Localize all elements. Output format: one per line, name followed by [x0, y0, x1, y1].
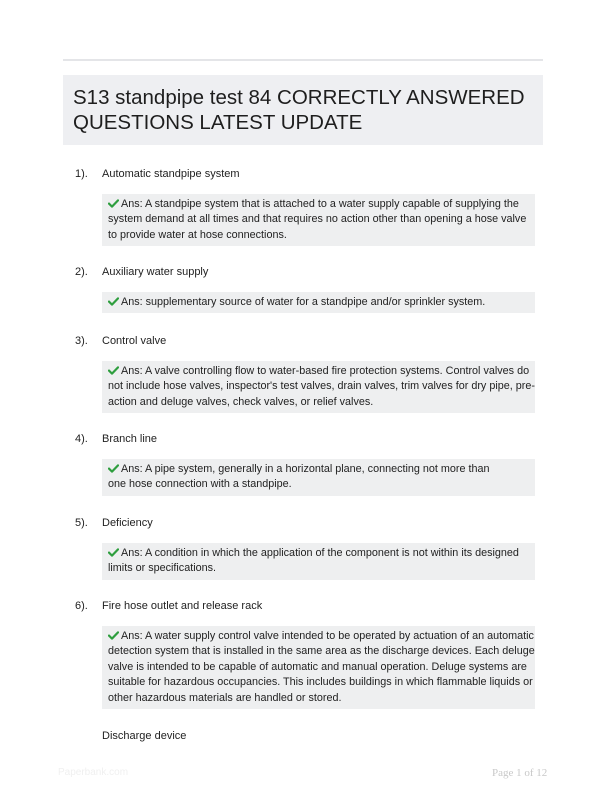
- question-term: Control valve: [102, 335, 167, 347]
- check-icon: [108, 548, 119, 557]
- answer-line: Ans: A standpipe system that is attached to a water supply capable of supplying the: [121, 198, 519, 210]
- answer-line: suitable for hazardous occupancies. This includes buildings in which flammable liquids or: [108, 676, 533, 689]
- page-title: [73, 85, 533, 135]
- question-term: Auxiliary water supply: [102, 266, 209, 278]
- question-term: Branch line: [102, 433, 158, 445]
- answer-box: [102, 543, 535, 580]
- answer-line: Ans: supplementary source of water for a standpipe and/or sprinkler system.: [121, 296, 486, 308]
- answer-line: not include hose valves, inspector's test valves, drain valves, trim valves for dry pipe, pre-: [108, 380, 535, 393]
- answer-line: Ans: A condition in which the application of the component is not within its designed: [121, 547, 519, 559]
- question-term: Fire hose outlet and release rack: [102, 600, 263, 612]
- question-number: 6).: [75, 600, 88, 612]
- title-line-1: S13 standpipe test 84 CORRECTLY ANSWERED: [73, 86, 525, 109]
- question-term: Automatic standpipe system: [102, 168, 240, 180]
- title-banner: [63, 75, 543, 145]
- answer-line: Ans: A valve controlling flow to water-based fire protection systems. Control valves do: [121, 365, 530, 377]
- question-number: 3).: [75, 335, 88, 347]
- answer-line: action and deluge valves, check valves, or relief valves.: [108, 395, 374, 408]
- check-icon: [108, 297, 119, 306]
- answer-box: [102, 626, 535, 709]
- check-icon: [108, 464, 119, 473]
- top-divider: [63, 59, 543, 61]
- question-term: Deficiency: [102, 517, 153, 529]
- check-icon: [108, 366, 119, 375]
- answer-line: one hose connection with a standpipe.: [108, 478, 292, 491]
- answer-box: [102, 459, 535, 496]
- question-number: 5).: [75, 517, 88, 529]
- question-number: 4).: [75, 433, 88, 445]
- answer-line: Ans: A water supply control valve intended to be operated by actuation of an automatic: [121, 630, 534, 642]
- answer-line: Ans: A pipe system, generally in a horizontal plane, connecting not more than: [121, 463, 490, 475]
- answer-line: other hazardous materials are handled or stored.: [108, 691, 342, 704]
- answer-line: valve is intended to be capable of automatic and manual operation. Deluge systems are: [108, 660, 527, 673]
- footer-site: Paperbank.com: [58, 767, 129, 778]
- check-icon: [108, 631, 119, 640]
- question-number: 2).: [75, 266, 88, 278]
- title-line-2: QUESTIONS LATEST UPDATE: [73, 111, 363, 134]
- answer-line: to provide water at hose connections.: [108, 228, 287, 241]
- answer-line: detection system that is installed in the same area as the discharge devices. Each deluge: [108, 645, 535, 658]
- footer-page-number: Page 1 of 12: [492, 767, 548, 779]
- answer-box: [102, 361, 535, 413]
- answer-box: [102, 292, 535, 313]
- answer-box: [102, 194, 535, 246]
- check-icon: [108, 199, 119, 208]
- next-question-term: Discharge device: [102, 730, 187, 742]
- answer-line: limits or specifications.: [108, 562, 217, 575]
- answer-line: system demand at all times and that requires no action other than opening a hose valve: [108, 213, 527, 226]
- question-number: 1).: [75, 168, 88, 180]
